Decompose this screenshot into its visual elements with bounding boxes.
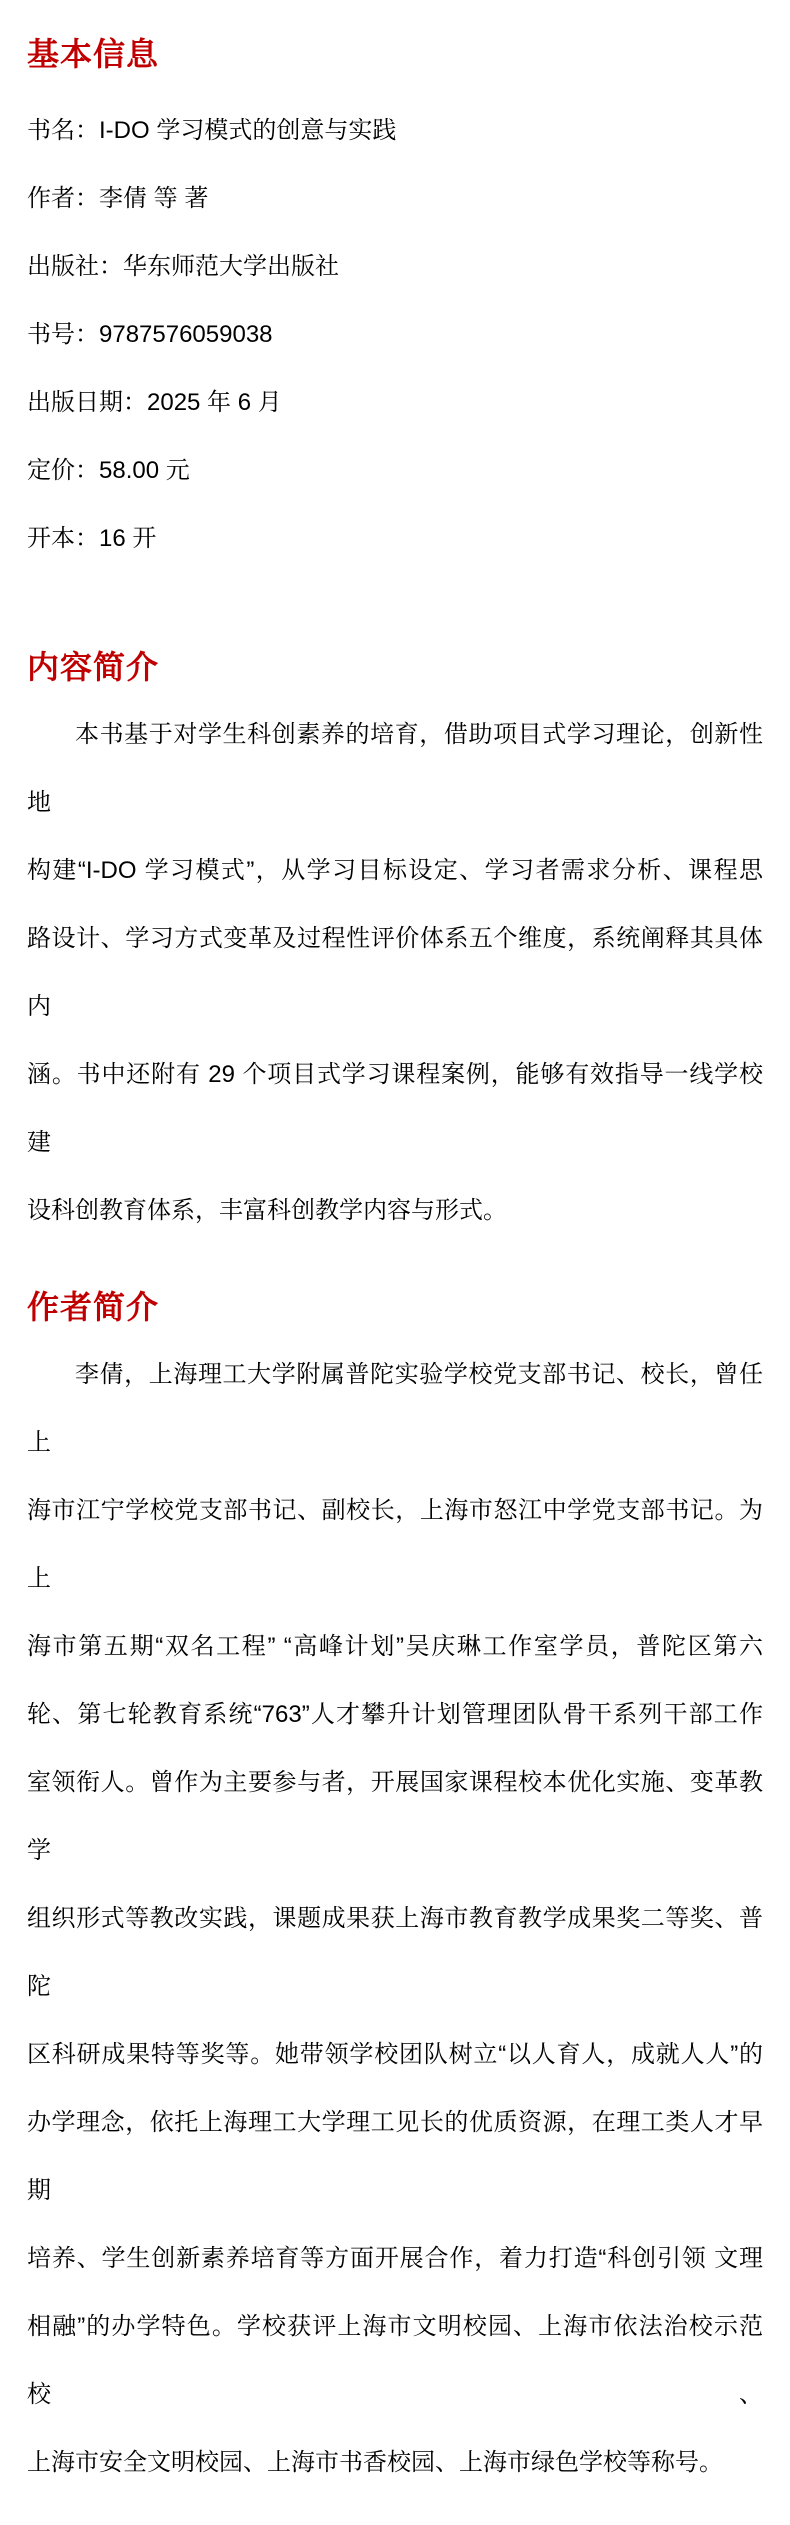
paragraph-line: 涵。书中还附有 29 个项目式学习课程案例，能够有效指导一线学校建 xyxy=(27,1061,763,1156)
paragraph-line: 李倩，上海理工大学附属普陀实验学校党支部书记、校长，曾任上 xyxy=(27,1361,763,1456)
info-line-format: 开本：16 开 xyxy=(27,525,157,552)
paragraph-line: 轮、第七轮教育系统“763”人才攀升计划管理团队骨干系列干部工作 xyxy=(27,1701,763,1728)
section-heading-author-intro: 作者简介 xyxy=(27,1289,160,1325)
paragraph-line: 相融”的办学特色。学校获评上海市文明校园、上海市依法治校示范校、 xyxy=(27,2313,763,2408)
content-intro-paragraph xyxy=(27,701,763,1245)
info-line-isbn: 书号：9787576059038 xyxy=(27,321,273,348)
paragraph-line: 设科创教育体系，丰富科创教学内容与形式。 xyxy=(27,1197,507,1224)
info-line-publisher: 出版社：华东师范大学出版社 xyxy=(27,253,339,280)
paragraph-line: 办学理念，依托上海理工大学理工见长的优质资源，在理工类人才早期 xyxy=(27,2109,763,2204)
paragraph-line: 本书基于对学生科创素养的培育，借助项目式学习理论，创新性地 xyxy=(27,721,763,816)
info-line-author: 作者：李倩 等 著 xyxy=(27,185,209,212)
paragraph-line: 区科研成果特等奖等。她带领学校团队树立“以人育人，成就人人”的 xyxy=(27,2041,763,2068)
info-line-publish-date: 出版日期：2025 年 6 月 xyxy=(27,389,282,416)
info-line-price: 定价：58.00 元 xyxy=(27,457,190,484)
paragraph-line: 构建“I-DO 学习模式”，从学习目标设定、学习者需求分析、课程思 xyxy=(27,857,763,884)
basic-info-list xyxy=(27,97,763,573)
paragraph-line: 培养、学生创新素养培育等方面开展合作，着力打造“科创引领 文理 xyxy=(27,2245,763,2272)
info-line-book-title: 书名：I-DO 学习模式的创意与实践 xyxy=(27,117,397,144)
paragraph-line: 室领衔人。曾作为主要参与者，开展国家课程校本优化实施、变革教学 xyxy=(27,1769,763,1864)
paragraph-line: 上海市安全文明校园、上海市书香校园、上海市绿色学校等称号。 xyxy=(27,2449,723,2476)
section-heading-basic-info: 基本信息 xyxy=(27,36,160,72)
paragraph-line: 海市江宁学校党支部书记、副校长，上海市怒江中学党支部书记。为上 xyxy=(27,1497,763,1592)
paragraph-line: 海市第五期“双名工程” “高峰计划”吴庆琳工作室学员，普陀区第六 xyxy=(27,1633,763,1660)
paragraph-line: 组织形式等教改实践，课题成果获上海市教育教学成果奖二等奖、普陀 xyxy=(27,1905,763,2000)
author-intro-paragraph xyxy=(27,1341,763,2497)
paragraph-line: 路设计、学习方式变革及过程性评价体系五个维度，系统阐释其具体内 xyxy=(27,925,763,1020)
section-heading-content-intro: 内容简介 xyxy=(27,649,160,685)
